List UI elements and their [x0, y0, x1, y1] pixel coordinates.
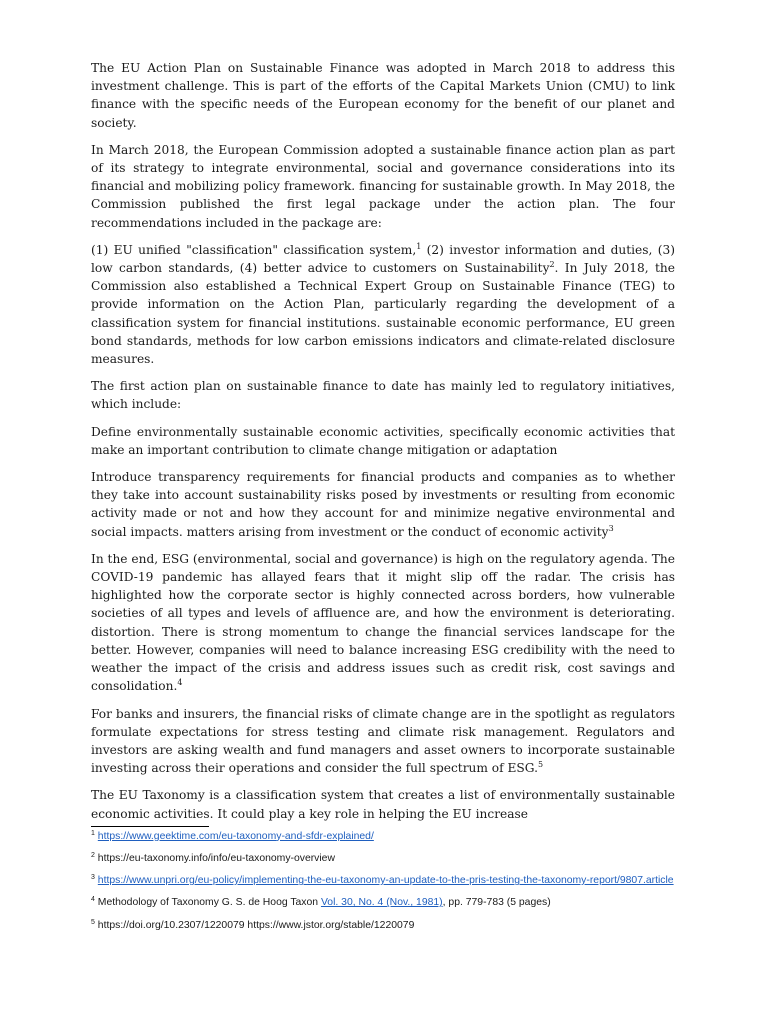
- footnote-number: 4: [91, 896, 95, 904]
- footnote-divider: [91, 826, 209, 827]
- paragraph-text: . In July 2018, the Commission also established a Technical Expert Group on Sustainable Finance (TEG) to provide information on the Action Plan, particularly regarding the development of a classification system for financial institutions. sustainable economic performance, EU green bond standards, methods for low carbon emissions indicators and climate-related disclosure measures.: [91, 261, 675, 367]
- paragraph: [91, 468, 675, 541]
- footnote-link[interactable]: https://www.unpri.org/eu-policy/implementing-the-eu-taxonomy-an-update-to-the-pris-testing-the-taxonomy-report/9807.article: [97, 875, 674, 887]
- footnote-number: 5: [91, 918, 95, 926]
- footnote-number: 2: [91, 851, 95, 859]
- paragraph-text: For banks and insurers, the financial risks of climate change are in the spotlight as regulators formulate expectations for stress testing and climate risk management. Regulators and investors are asking wealth and fund managers and asset owners to incorporate sustainable investing across their operations and consider the full spectrum of ESG.: [91, 706, 675, 776]
- paragraph: [91, 241, 675, 368]
- footnote: [91, 852, 675, 865]
- footnote-ref[interactable]: 3: [608, 523, 614, 533]
- paragraph-text: In the end, ESG (environmental, social and governance) is high on the regulatory agenda. The COVID-19 pandemic has allayed fears that it might slip off the radar. The crisis has highlighted how the corporate sector is highly connected across borders, how vulnerable societies of all types and levels of affluence are, and how the environment is deteriorating. distortion. There is strong momentum to change the financial services landscape for the better. However, companies will need to balance increasing ESG credibility with the need to weather the impact of the crisis and address issues such as credit risk, cost savings and consolidation.: [91, 551, 675, 694]
- footnote-number: 3: [91, 874, 95, 882]
- paragraph: The first action plan on sustainable finance to date has mainly led to regulatory initiatives, which include:: [91, 379, 675, 412]
- paragraph: [91, 550, 675, 696]
- footnote-text: https://eu-taxonomy.info/info/eu-taxonomy-overview: [97, 852, 335, 864]
- footnote: [91, 896, 675, 909]
- footnote-ref[interactable]: 2: [549, 260, 555, 270]
- paragraph: [91, 705, 675, 778]
- footnote-number: 1: [91, 829, 95, 837]
- document-page: [91, 59, 675, 941]
- footnote-text: https://doi.org/10.2307/1220079 https://www.jstor.org/stable/1220079: [97, 919, 415, 931]
- footnote-text: , pp. 779-783 (5 pages): [442, 897, 551, 909]
- paragraph-text: Introduce transparency requirements for financial products and companies as to whether they take into account sustainability risks posed by investments or resulting from economic activity made or not and how they account for and minimize negative environmental and social impacts. matters arising from investment or the conduct of economic activity: [91, 470, 675, 539]
- paragraph-text: (1) EU unified "classification" classification system,: [91, 242, 417, 257]
- footnote-ref[interactable]: 1: [416, 241, 422, 251]
- footnote-link[interactable]: Vol. 30, No. 4 (Nov., 1981): [320, 897, 443, 909]
- footnote: [91, 919, 675, 932]
- paragraph: Define environmentally sustainable economic activities, specifically economic activities that make an important contribution to climate change mitigation or adaptation: [91, 424, 675, 457]
- paragraph: The EU Taxonomy is a classification system that creates a list of environmentally sustainable economic activities. It could play a key role in helping the EU increase: [91, 788, 675, 821]
- footnotes: [91, 830, 675, 932]
- footnote: [91, 830, 675, 843]
- footnote: [91, 874, 675, 887]
- footnote-ref[interactable]: 4: [177, 678, 183, 688]
- footnote-text: Methodology of Taxonomy G. S. de Hoog Taxon: [97, 897, 321, 909]
- footnote-link[interactable]: https://www.geektime.com/eu-taxonomy-and-sfdr-explained/: [97, 830, 374, 842]
- footnote-ref[interactable]: 5: [537, 760, 544, 770]
- paragraph: In March 2018, the European Commission adopted a sustainable finance action plan as part of its strategy to integrate environmental, social and governance considerations into its financial and mobilizing policy framework. financing for sustainable growth. In May 2018, the Commission published the first legal package under the action plan. The four recommendations included in the package are:: [91, 142, 675, 230]
- paragraph: The EU Action Plan on Sustainable Finance was adopted in March 2018 to address this investment challenge. This is part of the efforts of the Capital Markets Union (CMU) to link finance with the specific needs of the European economy for the benefit of our planet and society.: [91, 61, 675, 130]
- paragraph-text: (2) investor information and duties, (3) low carbon standards, (4) better advice to customers on Sustainability: [91, 242, 675, 276]
